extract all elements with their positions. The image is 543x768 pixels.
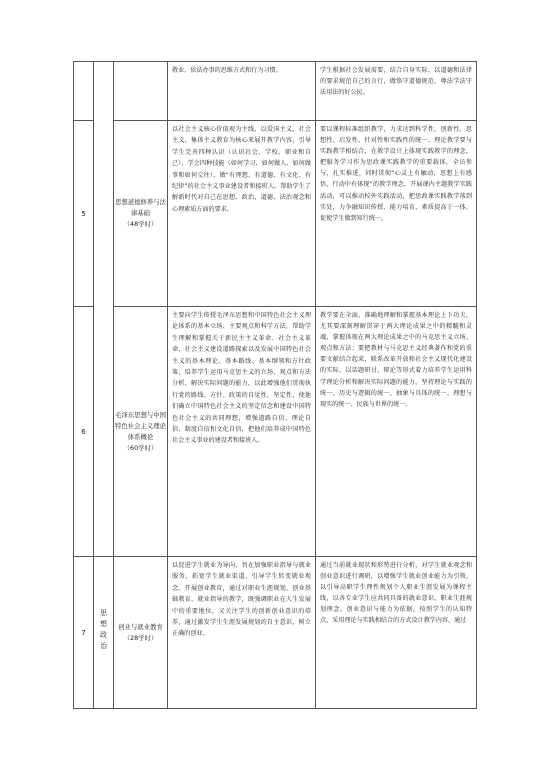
course-hours: （28学时） [123,633,158,642]
teaching-target-cell [168,557,316,709]
table-row [74,121,477,307]
category-label: 思想政治 [99,608,108,653]
table-row [74,557,477,709]
table-row [74,307,477,557]
category-cell [94,62,114,557]
course-hours: （60学时） [123,443,158,452]
teaching-requirement-text: 要以课程标准组织教学，力求达到科学性、创新性、思想性、启发性、针对性和实践性的统一。理论教学要与实践教学相结合，在教学设计上体现实践教学的理念，把服务学习作为思政课实践教学的重要载体，全员参与，扎实推进，同时贯彻“心灵上有触动，思想上有感悟，行动中有体现”的教学理念，开展课内主题教学实践活动，可以推动校外实践活动，把思政课实践教学落到实处，力争融知识传授、能力培育、素质提高于一体，促使学生做到知行统一。 [320,126,472,222]
teaching-target-text: 敬业、依法办事的思维方式和行为习惯。 [172,67,282,74]
row-number: 5 [74,121,94,307]
teaching-requirement-text: 教学要在全面、准确地理解和掌握基本理论上下功夫，尤其要深刻理解贯穿于两大理论成果之中的精髓和灵魂，掌握体现在两大理论成果之中的马克思主义立场、观点和方法；要把教材与马克思主义经典著作和党的重要文献结合起来，联系改革开放和社会主义现代化建设的实际，以话题研讨、辩论等形式着力培养学生运用科学理论分析和解决实际问题的能力，坚持理论与实践的统一、历史与逻辑的统一、抽象与具体的统一、理想与现实的统一、民族与世界的统一。 [320,312,472,408]
row-number: 6 [74,307,94,557]
row-number [74,62,94,121]
teaching-target-text: 以社会主义核心价值观为主线，以爱国主义、社会主义、集体主义教育为核心来展开教学内容，引导学生完善四种认识（认识社会、学校、职业和自己），学会四种技能（如何学习、如何做人、如何做事和如何交往），做“有理想、有道德、有文化、有纪律”的社会主义事业建设者和接班人。帮助学生了解新时代对自己在思想、政治、道德、法治观念和心理素质方面的要求。 [172,126,311,213]
teaching-requirement-cell [316,307,477,557]
teaching-requirement-text: 通过当前就业现状和形势进行分析，对学生就业观念和创业意识进行调研，以增强学生就业创业能力为引领，以引导高职学生理性规划个人职业生涯发展为课程主线，以各专业学生应共同具备的就业意识、职业生涯规划理念。创业意识与能力为依据，按照学生的认知特点，采用理论与实践相结合的方式设计教学内容，通过 [320,562,472,625]
course-name: 毛泽东思想与中国特色社会主义理论体系概论 [114,410,167,441]
teaching-target-cell [168,62,316,121]
course-cell [114,121,168,307]
course-name: 思想道德修养与法律基础 [114,198,167,217]
teaching-requirement-cell [316,557,477,709]
course-cell [114,307,168,557]
course-name: 创业与就业教育 [118,622,163,631]
course-hours: （48学时） [123,220,158,228]
teaching-requirement-cell [316,121,477,307]
course-cell [114,62,168,121]
teaching-requirement-cell [316,62,477,121]
teaching-requirement-text: 学生根据社会发展需要，结合自身实际，以道德和法律的要求规范自己的言行，做恪守道德规范、尊法学法守法用法的好公民。 [320,67,472,97]
row-number: 7 [74,557,94,709]
teaching-target-cell [168,307,316,557]
category-cell [94,557,114,709]
teaching-target-cell [168,121,316,307]
table-row [74,62,477,121]
teaching-target-text: 以促进学生就业为导向，旨在加强职业指导与就业服务，拓宽学生就业渠道，引导学生转变就业观念。开展创业教育，通过对职业生涯规划、创业基础教育、就业指导的教学，既强调职业在人生发展中的重要地位，又关注学生的创新创业意识的培养，通过激发学生生涯发展规划的自主意识，树立正确的创业、 [172,562,311,638]
course-cell [114,557,168,709]
curriculum-table [73,61,477,709]
teaching-target-text: 主要向学生传授毛泽东思想和中国特色社会主义理论体系的基本立场、主要观点和科学方法，帮助学生理解和掌握关于新民主主义革命、社会主义革命、社会主义建设道路探索以及发展中国特色社会主义的基本理论、基本路线、基本纲领和方针政策，培养学生运用马克思主义的立场、观点和方法分析、解决实际问题的能力，以此增强他们贯彻执行党的路线、方针、政策的自觉性、坚定性，使他们确立中国特色社会主义的坚定信念和建设中国特色社会主义的共同理想，增强道路自信、理论自信、制度自信和文化自信，把他们培养成中国特色社会主义事业的建设者和接班人。 [172,312,311,445]
